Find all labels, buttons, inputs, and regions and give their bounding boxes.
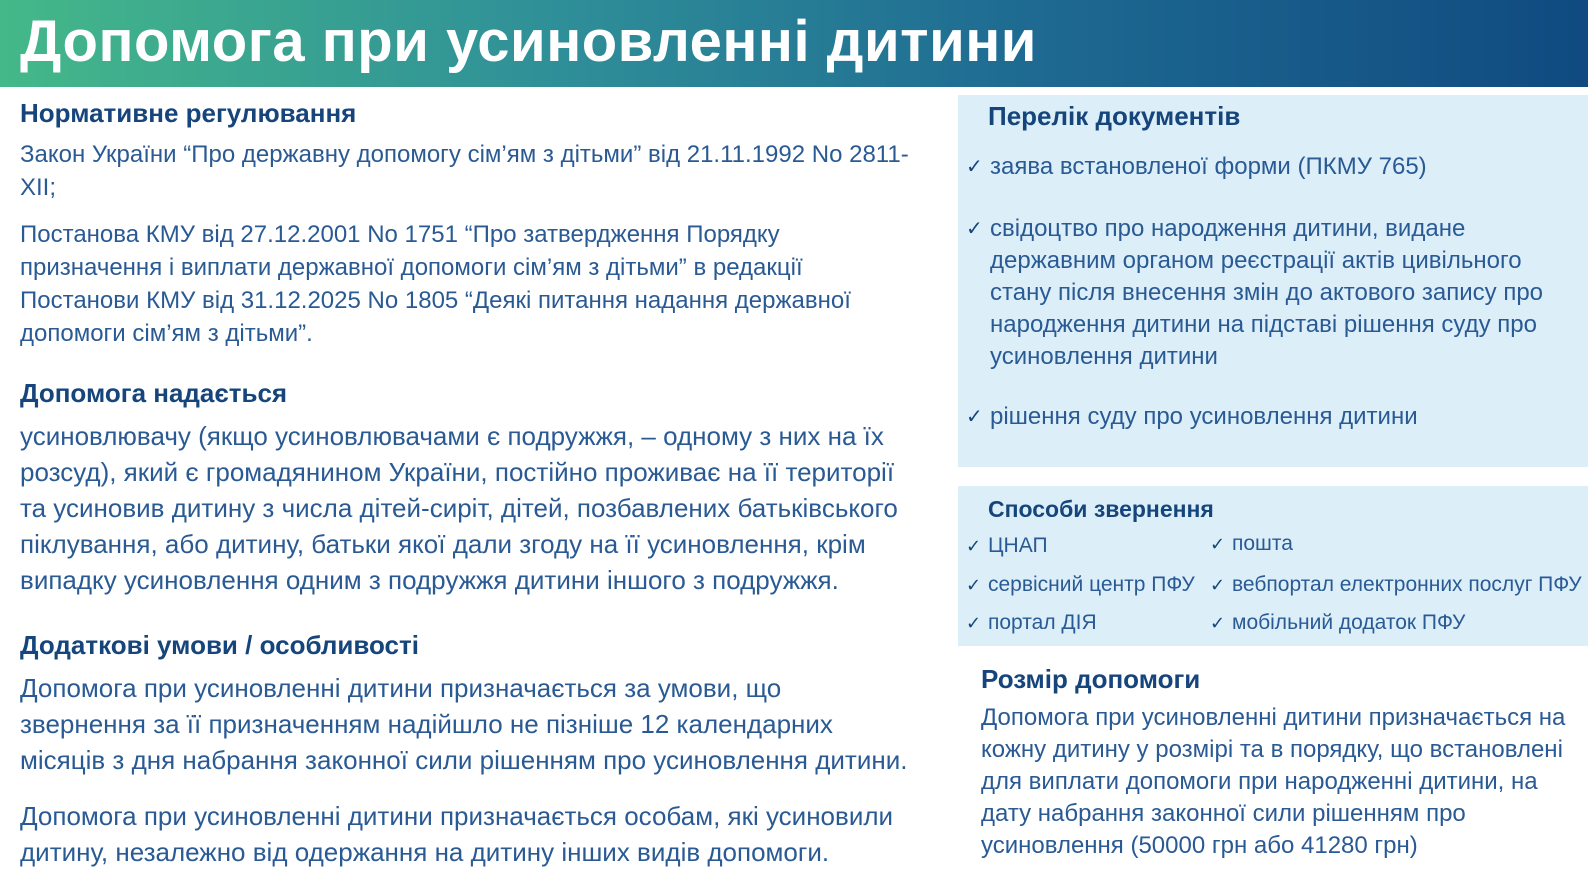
conditions-heading: Додаткові умови / особливості xyxy=(20,630,419,660)
check-icon: ✓ xyxy=(966,156,983,178)
provided-text: усиновлювачу (якщо усиновлювачами є подружжя, – одному з них на їх розсуд), який є громадянином України, постійно проживає на її території та усиновив дитину з числа дітей-сиріт, дітей, позбавлених батьківського піклування, або дитину, батьки якої дали згоду на її усиновлення, крім випадку усиновлення одним з подружжя дитини іншого з подружжя. xyxy=(20,421,898,595)
ways-panel xyxy=(958,486,1588,646)
regulation-resolution: Постанова КМУ від 27.12.2001 No 1751 “Про затвердження Порядку призначення і виплати державної допомоги сім’ям з дітьми” в редакції Постанови КМУ від 31.12.2025 No 1805 “Деякі питання надання державної допомоги сім’ям з дітьми”. xyxy=(20,221,851,347)
check-icon: ✓ xyxy=(966,613,982,633)
amount-section xyxy=(981,662,1581,862)
check-icon: ✓ xyxy=(1210,613,1226,633)
way-item: ✓ вебпортал електронних послуг ПФУ xyxy=(1210,571,1582,599)
check-icon: ✓ xyxy=(966,218,983,240)
ways-heading: Способи звернення xyxy=(988,496,1214,522)
amount-heading: Розмір допомоги xyxy=(981,664,1201,694)
check-icon: ✓ xyxy=(966,575,982,595)
check-icon: ✓ xyxy=(1210,534,1226,554)
document-item: ✓ заява встановленої форми (ПКМУ 765) xyxy=(966,151,1566,183)
page-title: Допомога при усиновленні дитини xyxy=(20,9,1037,74)
left-column xyxy=(20,96,920,870)
provided-heading: Допомога надається xyxy=(20,378,288,408)
title-banner xyxy=(0,0,1588,87)
way-item: ✓ ЦНАП xyxy=(966,532,1048,560)
document-item: ✓ рішення суду про усиновлення дитини xyxy=(966,401,1566,433)
check-icon: ✓ xyxy=(1210,575,1226,595)
regulation-law: Закон України “Про державну допомогу сім’ям з дітьми” від 21.11.1992 No 2811-XII; xyxy=(20,141,909,201)
way-item: ✓ портал ДІЯ xyxy=(966,609,1097,637)
way-item: ✓ пошта xyxy=(1210,530,1293,558)
way-item: ✓ мобільний додаток ПФУ xyxy=(1210,609,1465,637)
check-icon: ✓ xyxy=(966,536,982,556)
documents-heading: Перелік документів xyxy=(988,101,1241,131)
regulation-heading: Нормативне регулювання xyxy=(20,98,357,128)
documents-panel xyxy=(958,95,1588,467)
conditions-text-2: Допомога при усиновленні дитини призначається особам, які усиновили дитину, незалежно від одержання на дитину інших видів допомоги. xyxy=(20,801,894,867)
way-item: ✓ сервісний центр ПФУ xyxy=(966,571,1195,599)
amount-text: Допомога при усиновленні дитини призначається на кожну дитину у розмірі та в порядку, що встановлені для виплати допомоги при народженні дитини, на дату набрання законної сили рішенням про усиновлення (50000 грн або 41280 грн) xyxy=(981,704,1566,859)
conditions-text-1: Допомога при усиновленні дитини призначається за умови, що звернення за її призначенням надійшло не пізніше 12 календарних місяців з дня набрання законної сили рішенням про усиновлення дитини. xyxy=(20,673,908,775)
check-icon: ✓ xyxy=(966,406,983,428)
document-item: ✓ свідоцтво про народження дитини, видане державним органом реєстрації актів цивільного стану після внесення змін до актового запису про народження дитини на підставі рішення суду про усиновлення дитини xyxy=(966,213,1566,373)
